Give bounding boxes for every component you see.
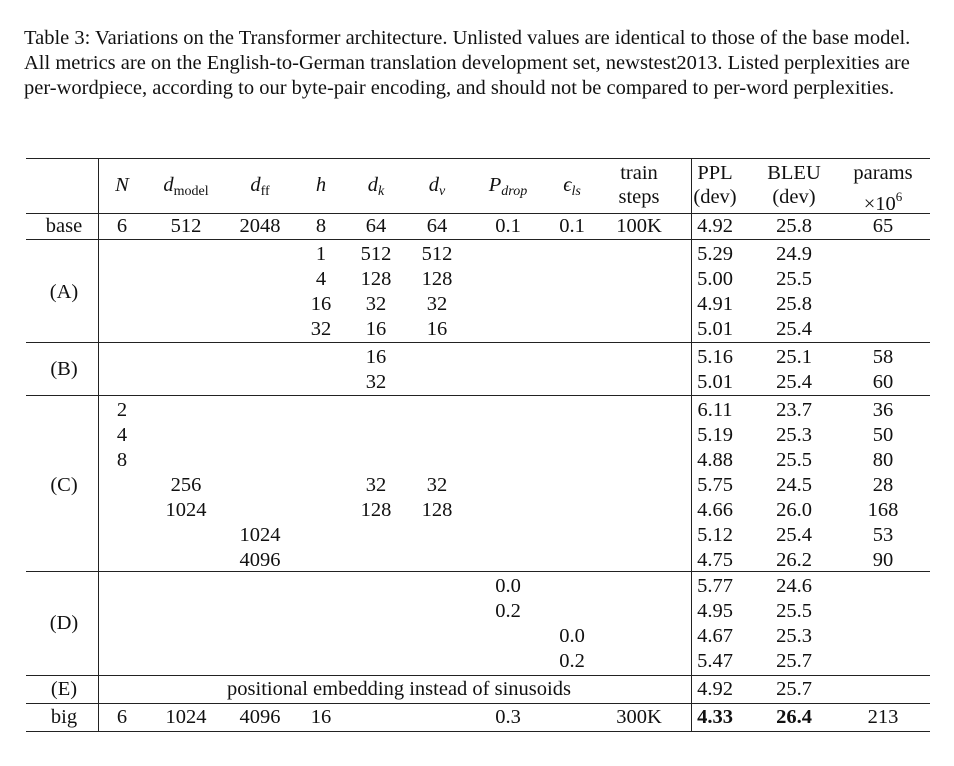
cell-pdrop: 0.1: [495, 215, 521, 237]
header-bleu-line1: BLEU: [767, 162, 821, 184]
header-dv: [429, 173, 445, 204]
header-dv-subscript: v: [439, 184, 446, 199]
header-pdrop-symbol: P: [488, 174, 502, 196]
cell-bleu: 25.3: [776, 424, 812, 446]
header-dv-symbol: d: [428, 174, 440, 196]
header-dmodel: [163, 173, 208, 204]
cell-params: 80: [872, 449, 894, 471]
cell-pdrop: 0.2: [495, 600, 521, 622]
cell-dv: 32: [426, 474, 448, 496]
cell-ppl: 5.16: [697, 346, 733, 368]
header-params-line2: [853, 185, 912, 216]
cell-dv: 64: [426, 215, 448, 237]
cell-ppl: 5.00: [697, 268, 733, 290]
cell-params: 58: [872, 346, 894, 368]
cell-dmodel: 512: [170, 215, 202, 237]
cell-pdrop: 0.3: [495, 706, 521, 728]
header-dff-symbol: d: [250, 174, 261, 196]
cell-pdrop: 0.0: [495, 575, 521, 597]
cell-ppl: 4.92: [697, 215, 733, 237]
cell-params: 36: [872, 399, 894, 421]
cell-els: 0.1: [559, 215, 585, 237]
cell-h: 16: [310, 293, 332, 315]
group-label-d: (D): [49, 612, 79, 634]
cell-bleu: 26.4: [776, 706, 812, 728]
cell-ppl: 4.33: [697, 706, 733, 728]
cell-ppl: 5.12: [697, 524, 733, 546]
results-table: [26, 155, 930, 735]
cell-span-note: positional embedding instead of sinusoids: [227, 678, 571, 700]
cell-ppl: 4.66: [697, 499, 733, 521]
cell-dff: 4096: [239, 549, 281, 571]
cell-ppl: 5.01: [697, 371, 733, 393]
group-label-a: (A): [49, 281, 79, 303]
header-train-line1: train: [620, 162, 658, 184]
rule-b: [26, 395, 930, 396]
cell-bleu: 25.7: [776, 650, 812, 672]
cell-bleu: 23.7: [776, 399, 812, 421]
header-ppl: [693, 161, 736, 209]
cell-els: 0.2: [559, 650, 585, 672]
cell-dk: 128: [360, 499, 392, 521]
cell-bleu: 25.3: [776, 625, 812, 647]
rule-bottom: [26, 731, 930, 732]
cell-steps: 300K: [616, 706, 662, 728]
header-dk-symbol: d: [367, 174, 379, 196]
cell-dv: 16: [426, 318, 448, 340]
rule-a: [26, 342, 930, 343]
cell-params: 53: [872, 524, 894, 546]
header-h: h: [315, 174, 327, 196]
cell-ppl: 4.88: [697, 449, 733, 471]
header-dk: [368, 173, 384, 204]
header-els: [563, 173, 581, 204]
cell-ppl: 5.47: [697, 650, 733, 672]
cell-bleu: 24.6: [776, 575, 812, 597]
cell-dk: 32: [365, 371, 387, 393]
header-params: [853, 161, 912, 216]
cell-params: 65: [872, 215, 894, 237]
header-dmodel-symbol: d: [163, 174, 174, 196]
cell-bleu: 25.4: [776, 524, 812, 546]
header-train-line2: steps: [618, 186, 660, 208]
header-train-steps: [619, 161, 660, 209]
cell-ppl: 5.77: [697, 575, 733, 597]
rule-left-col: [98, 158, 99, 731]
cell-bleu: 25.4: [776, 318, 812, 340]
cell-h: 1: [315, 243, 327, 265]
header-params-line1: params: [853, 162, 913, 184]
header-dff-subscript: ff: [260, 184, 270, 199]
cell-dk: 32: [365, 474, 387, 496]
cell-h: 32: [310, 318, 332, 340]
cell-bleu: 25.5: [776, 268, 812, 290]
rule-d: [26, 675, 930, 676]
cell-label: (E): [50, 678, 78, 700]
header-pdrop: [489, 173, 527, 204]
cell-bleu: 26.0: [776, 499, 812, 521]
header-pdrop-subscript: drop: [501, 184, 528, 199]
cell-bleu: 25.1: [776, 346, 812, 368]
cell-dk: 512: [360, 243, 392, 265]
cell-dff: 2048: [239, 215, 281, 237]
header-n: N: [115, 174, 129, 196]
cell-params: 213: [867, 706, 899, 728]
header-els-subscript: ls: [571, 184, 581, 199]
header-ppl-line2: (dev): [693, 186, 737, 208]
cell-dff: 4096: [239, 706, 281, 728]
cell-els: 0.0: [559, 625, 585, 647]
cell-dmodel: 1024: [165, 706, 207, 728]
cell-params: 168: [867, 499, 899, 521]
cell-h: 8: [315, 215, 327, 237]
cell-bleu: 25.7: [776, 678, 812, 700]
group-label-b: (B): [50, 358, 78, 380]
rule-top: [26, 158, 930, 159]
cell-dv: 128: [421, 499, 453, 521]
cell-N: 2: [116, 399, 128, 421]
cell-ppl: 4.75: [697, 549, 733, 571]
header-bleu: [767, 161, 821, 209]
rule-base: [26, 239, 930, 240]
cell-bleu: 25.4: [776, 371, 812, 393]
cell-params: 50: [872, 424, 894, 446]
cell-ppl: 5.29: [697, 243, 733, 265]
header-dff: [250, 173, 269, 204]
rule-metrics: [691, 158, 692, 731]
cell-N: 6: [116, 706, 128, 728]
cell-bleu: 25.8: [776, 293, 812, 315]
cell-bleu: 24.9: [776, 243, 812, 265]
cell-ppl: 5.01: [697, 318, 733, 340]
cell-h: 4: [315, 268, 327, 290]
header-dk-subscript: k: [378, 184, 385, 199]
cell-ppl: 4.95: [697, 600, 733, 622]
cell-dv: 512: [421, 243, 453, 265]
table-caption: Table 3: Variations on the Transformer architecture. Unlisted values are identical to those of the base model. All metrics are on the English-to-German translation development set, newstest2013. Listed perplexities are per-wordpiece, according to our byte-pair encoding, and should not be compared to per-word perplexities.: [24, 27, 911, 99]
cell-dv: 32: [426, 293, 448, 315]
cell-ppl: 4.92: [697, 678, 733, 700]
cell-dmodel: 1024: [165, 499, 207, 521]
cell-N: 4: [116, 424, 128, 446]
header-bleu-line2: (dev): [772, 186, 816, 208]
cell-dk: 16: [365, 346, 387, 368]
cell-h: 16: [310, 706, 332, 728]
header-els-symbol: ϵ: [563, 174, 572, 196]
cell-dk: 64: [365, 215, 387, 237]
cell-ppl: 5.75: [697, 474, 733, 496]
cell-params: 60: [872, 371, 894, 393]
cell-params: 28: [872, 474, 894, 496]
cell-ppl: 4.67: [697, 625, 733, 647]
header-dmodel-subscript: model: [173, 184, 209, 199]
cell-steps: 100K: [616, 215, 662, 237]
cell-dv: 128: [421, 268, 453, 290]
cell-dk: 16: [365, 318, 387, 340]
cell-bleu: 26.2: [776, 549, 812, 571]
cell-ppl: 4.91: [697, 293, 733, 315]
header-ppl-line1: PPL: [697, 162, 733, 184]
cell-N: 6: [116, 215, 128, 237]
cell-label: big: [50, 706, 78, 728]
rule-e: [26, 703, 930, 704]
cell-bleu: 25.8: [776, 215, 812, 237]
cell-ppl: 5.19: [697, 424, 733, 446]
cell-bleu: 25.5: [776, 600, 812, 622]
cell-dk: 128: [360, 268, 392, 290]
cell-dk: 32: [365, 293, 387, 315]
cell-bleu: 24.5: [776, 474, 812, 496]
header-params-multiplier: ×10: [863, 193, 896, 215]
cell-bleu: 25.5: [776, 449, 812, 471]
cell-N: 8: [116, 449, 128, 471]
cell-dff: 1024: [239, 524, 281, 546]
cell-ppl: 6.11: [697, 399, 733, 421]
group-label-c: (C): [50, 474, 78, 496]
header-params-exponent: 6: [895, 189, 903, 204]
cell-label: base: [45, 215, 83, 237]
cell-dmodel: 256: [170, 474, 202, 496]
cell-params: 90: [872, 549, 894, 571]
